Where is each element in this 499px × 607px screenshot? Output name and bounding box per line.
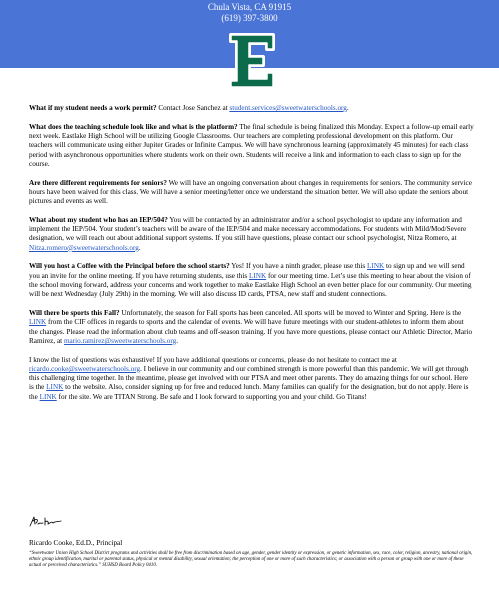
question: Are there different requirements for seniors? [29, 178, 167, 187]
ptsa-website-link[interactable]: LINK [46, 383, 64, 392]
closing-paragraph [29, 356, 474, 402]
closing-text: for the site. We are TITAN Strong. Be safe and I look forward to supporting you and your child. Go Titans! [56, 392, 367, 401]
answer-end: . [176, 336, 178, 345]
letter-body [29, 104, 474, 411]
athletic-director-email-link[interactable]: mario.ramirez@sweetwaterschools.org [63, 336, 177, 345]
free-lunch-link[interactable]: LINK [39, 392, 57, 401]
psychologist-email-link[interactable]: Nitza.romero@sweetwaterschools.org [29, 243, 139, 252]
address-city: Chula Vista, CA 91915 [207, 2, 292, 12]
answer: You will be contacted by an administrator and/or a school psychologist to update any information and implement the IEP/504. Your student’s teachers will be aware of the IEP/504 and make necessary accommodations. For students with Mild/Mod/Severe designation, we will reach out about additional support systems. If you still have questions, please contact our school psychologist, Nitza Romero, at [29, 215, 467, 243]
question: What does the teaching schedule look like and what is the platform? [29, 122, 238, 131]
question: Will you host a Coffee with the Principal before the school starts? [29, 262, 230, 271]
signature-name: Ricardo Cooke, Ed.D., Principal [29, 539, 123, 547]
handwritten-signature [28, 515, 68, 529]
answer: Contact Jose Sanchez at [156, 104, 230, 112]
answer: from the CIF offices in regards to sports and the calendar of events. We will have future meetings with our student-athletes to inform them about the changes. Please read the information about club teams and off-season training. If you have more questions, please contact our Athletic Director, Mario Ramirez, at [29, 318, 473, 345]
eastlake-e-logo-icon [227, 33, 277, 89]
answer: We will have an ongoing conversation about changes in requirements for seniors. The community service hours have been waived for this class. We will have a senior meeting/letter once we understand the situation better. We will also update the seniors about pictures and events as well. [29, 178, 472, 206]
answer: for our meeting time. Let’s use this meeting to hear about the vision of the school moving forward, address your concerns and work together to make Eastlake High School an even better place for our community. Our meeting will be next Wednesday (July 29th) in the morning. We will also discuss ID cards, PTSA, new staff and student connections. [29, 271, 472, 299]
returning-students-link[interactable]: LINK [248, 271, 267, 280]
answer-end: . [346, 104, 349, 112]
faq-fall-sports [29, 309, 474, 346]
faq-coffee-with-principal [29, 262, 474, 299]
answer-end: . [138, 243, 141, 252]
faq-iep-504 [29, 216, 474, 253]
faq-seniors [29, 179, 474, 207]
address-phone: (619) 397-3800 [221, 13, 278, 23]
question: What if my student needs a work permit? [29, 104, 157, 112]
question: What about my student who has an IEP/504? [29, 215, 168, 224]
answer: to sign up and we will send you an invite for the online meeting. If you have returning students, use this [29, 262, 465, 280]
nondiscrimination-notice: “Sweetwater Union High School District programs and activities shall be free from discrimination based on age, gender, gender identity or expression, or genetic information, sex, race, color, religion, ancestry, national origin, ethnic group identification, marital or parental status, physical or mental disability, sexual orientation; the perception of one or more of such characteristics; or association with a person or group with one or more of these actual or perceived characteristics.” SUHSD Board Policy 0410. [29, 551, 473, 569]
closing-text: . I believe in our community and our combined strength is more powerful than this pandemic. We will get through this challenging time together. In the meantime, please get involved with our PTSA and meet other parents. They do amazing things for our school. Here is the [29, 364, 469, 392]
cif-link[interactable]: LINK [29, 318, 47, 327]
closing-text: I know the list of questions was exhaustive! If you have additional questions or concerns, please do not hesitate to contact me at [29, 355, 397, 364]
closing-text: to the website. Also, consider signing up for free and reduced lunch. Many families can qualify for the designation, but do not apply. Here is the [29, 383, 469, 401]
answer: Unfortunately, the season for Fall sports has been canceled. All sports will be moved to Winter and Spring. Here is the [119, 309, 462, 317]
answer: The final schedule is being finalized this Monday. Expect a follow-up email early next week. Eastlake High School will be utilizing Google Classrooms. Our teachers are completing professional development on this platform. Our teachers will communicate using either Jupiter Grades or Infinite Campus. We will have synchronous learning (approximately 45 minutes) for each class period with asynchronous opportunities where students work on their own. Students will receive a link and information to each class to sign up for the course. [29, 122, 474, 168]
faq-teaching-schedule [29, 123, 474, 169]
student-services-email-link[interactable]: student.services@sweetwaterschools.org [229, 104, 347, 112]
answer: Yes! If you have a ninth grader, please use this [229, 262, 368, 271]
question: Will there be sports this Fall? [29, 309, 120, 317]
faq-work-permit [29, 104, 474, 113]
ninth-grade-signup-link[interactable]: LINK [367, 262, 385, 271]
principal-email-link[interactable]: ricardo.cooke@sweetwaterschools.org [29, 364, 141, 373]
